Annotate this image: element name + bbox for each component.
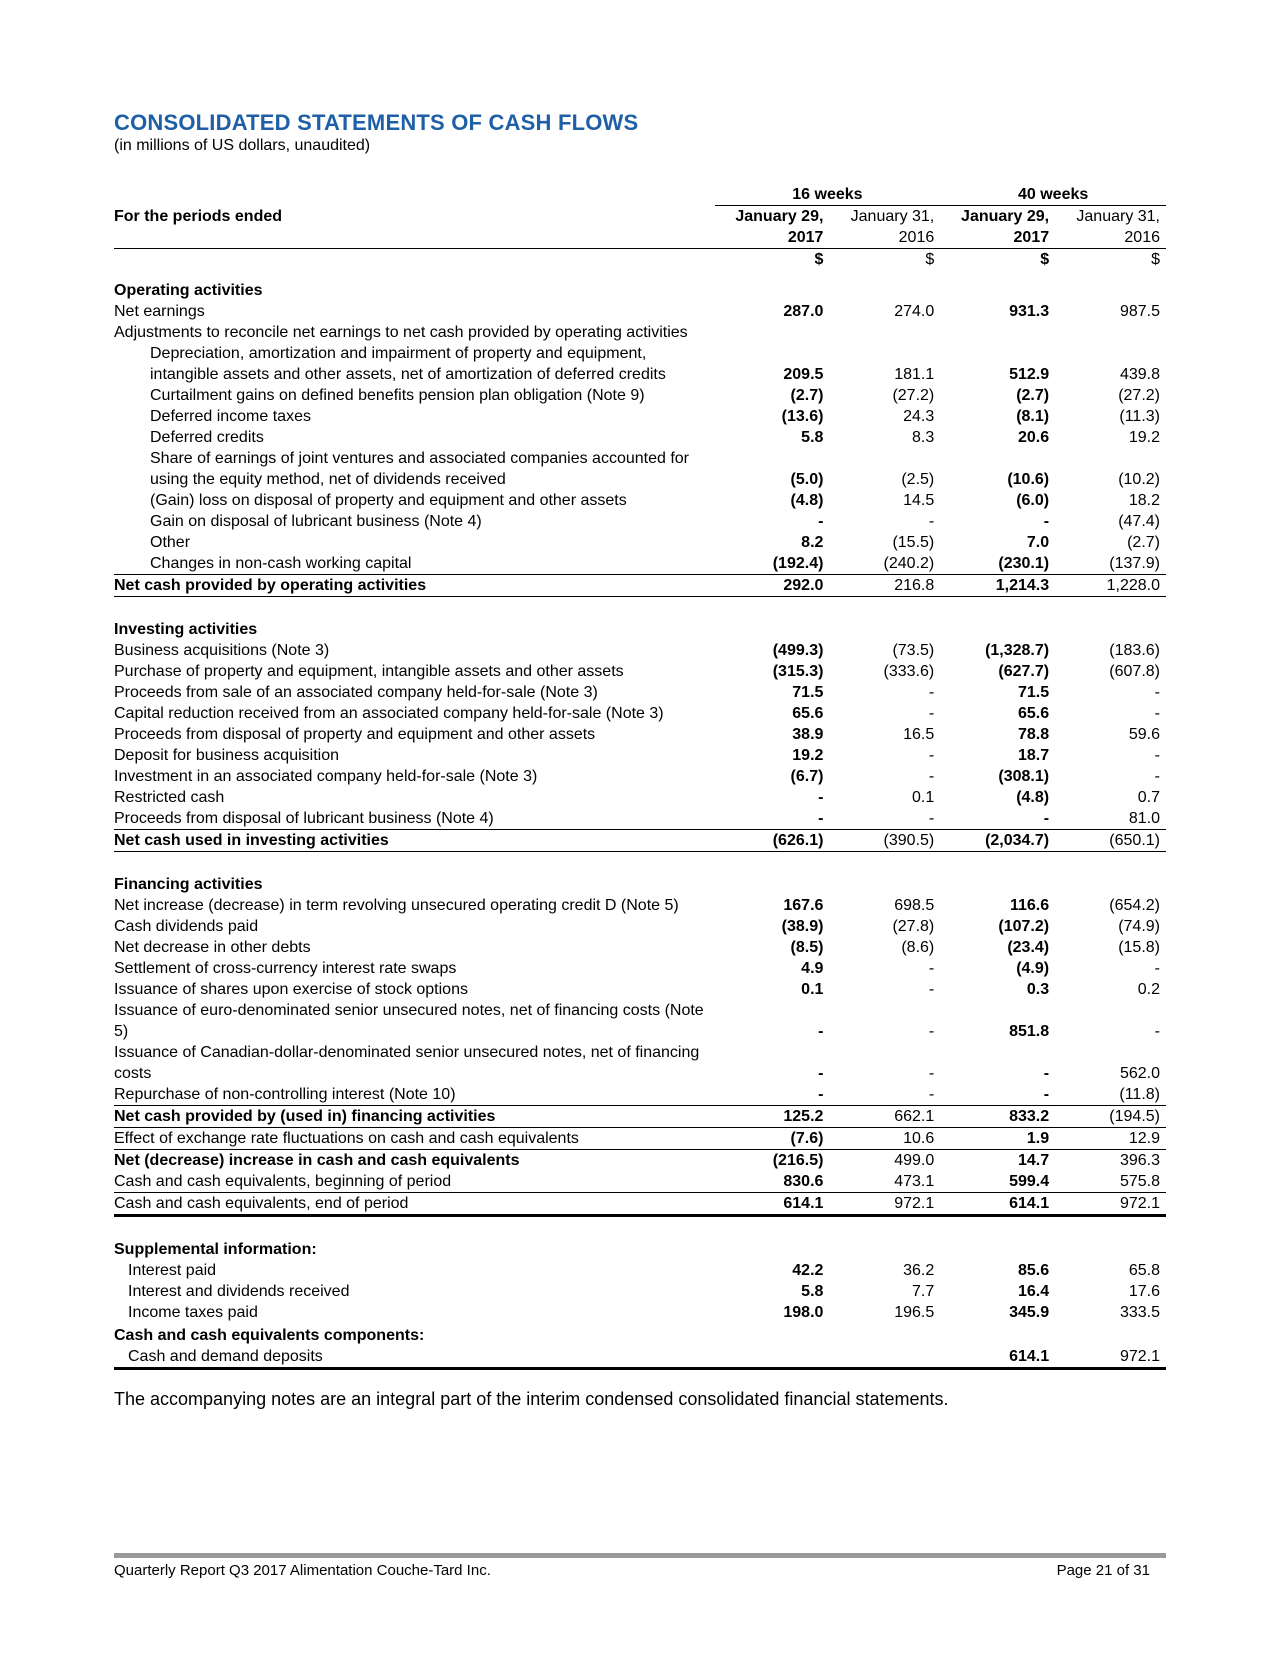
row-value: 71.5: [1017, 684, 1050, 701]
row-value: (390.5): [829, 830, 940, 852]
table-row: [114, 448, 1166, 490]
row-value: (4.9): [1016, 960, 1050, 977]
col-year-4: 2016: [1055, 227, 1166, 249]
row-label: Restricted cash: [114, 789, 225, 806]
row-value: (6.7): [790, 768, 824, 785]
row-value: (654.2): [1109, 897, 1160, 914]
row-value: (627.7): [998, 663, 1050, 680]
total-row: [114, 575, 1166, 597]
row-label: (Gain) loss on disposal of property and equipment and other assets: [150, 492, 627, 509]
period-year-header: [114, 227, 1166, 249]
cash-flow-table: [114, 184, 1166, 1370]
row-value: (27.2): [1118, 387, 1160, 404]
row-value: -: [928, 747, 935, 764]
row-value: (23.4): [1007, 939, 1050, 956]
row-value: -: [818, 789, 824, 806]
row-value: -: [928, 810, 935, 827]
table-row: [114, 1193, 1166, 1216]
row-value: 42.2: [792, 1262, 824, 1279]
row-value: 0.2: [1137, 981, 1160, 998]
row-value: 24.3: [903, 408, 935, 425]
row-value: 81.0: [1128, 810, 1160, 827]
row-value: 292.0: [715, 575, 830, 597]
row-label: Net cash used in investing activities: [114, 830, 715, 852]
row-value: (8.1): [1016, 408, 1050, 425]
row-value: (1,328.7): [985, 642, 1050, 659]
table-row: [114, 808, 1166, 830]
row-value: -: [928, 1023, 935, 1040]
currency-1: $: [814, 251, 824, 268]
row-value: 0.1: [912, 789, 935, 806]
row-label: Depreciation, amortization and impairment of property and equipment, intangible assets and other assets, net of amortization of deferred credits: [150, 345, 666, 383]
row-value: (38.9): [781, 918, 824, 935]
col-year-3: 2017: [940, 227, 1055, 249]
row-value: -: [818, 513, 824, 530]
row-value: (27.2): [892, 387, 935, 404]
col-header-4: January 31,: [1076, 208, 1160, 225]
row-value: 78.8: [1017, 726, 1050, 743]
row-value: (11.3): [1119, 408, 1160, 425]
row-value: 5.8: [801, 429, 824, 446]
row-value: 575.8: [1055, 1171, 1166, 1193]
table-row: [114, 916, 1166, 937]
row-value: 65.8: [1128, 1262, 1160, 1279]
row-value: 614.1: [940, 1346, 1055, 1369]
row-value: (6.0): [1016, 492, 1050, 509]
table-row: [114, 958, 1166, 979]
row-label: Net decrease in other debts: [114, 939, 311, 956]
row-value: 181.1: [894, 366, 935, 383]
total-row: [114, 830, 1166, 852]
row-value: 972.1: [1055, 1346, 1166, 1369]
table-row: [114, 703, 1166, 724]
row-value: 345.9: [1009, 1304, 1050, 1321]
row-label: Business acquisitions (Note 3): [114, 642, 330, 659]
row-value: 4.9: [801, 960, 824, 977]
row-label: Interest paid: [128, 1262, 217, 1279]
table-row: [114, 511, 1166, 532]
row-value: 396.3: [1119, 1152, 1160, 1169]
section-supplemental: [114, 1229, 1166, 1260]
row-value: 439.8: [1119, 366, 1160, 383]
table-row: [114, 1171, 1166, 1193]
row-value: (607.8): [1109, 663, 1160, 680]
row-value: -: [928, 684, 935, 701]
page-subtitle: (in millions of US dollars, unaudited): [114, 137, 371, 154]
row-value: 1,214.3: [940, 575, 1055, 597]
row-value: 512.9: [1009, 366, 1050, 383]
row-label: Changes in non-cash working capital: [114, 553, 715, 575]
table-row: [114, 979, 1166, 1000]
row-value: 8.3: [912, 429, 935, 446]
row-value: -: [1154, 960, 1160, 977]
row-value: 0.1: [801, 981, 824, 998]
table-row: [114, 1000, 1166, 1042]
row-value: 499.0: [894, 1152, 935, 1169]
row-value: -: [928, 705, 935, 722]
row-value: 662.1: [829, 1106, 940, 1128]
table-row: [114, 1281, 1166, 1302]
row-value: 10.6: [829, 1128, 940, 1150]
currency-4: $: [1151, 251, 1160, 268]
row-label: Cash and cash equivalents, end of period: [114, 1193, 715, 1216]
row-value: 36.2: [903, 1262, 935, 1279]
row-value: 830.6: [715, 1171, 830, 1193]
table-row: [114, 724, 1166, 745]
row-label: Repurchase of non-controlling interest (Note 10): [114, 1086, 456, 1103]
row-label: Curtailment gains on defined benefits pension plan obligation (Note 9): [150, 387, 645, 404]
row-label: Share of earnings of joint ventures and associated companies accounted for using the equity method, net of dividends received: [150, 450, 689, 488]
row-label: Proceeds from disposal of lubricant business (Note 4): [114, 810, 494, 827]
row-value: 125.2: [715, 1106, 830, 1128]
row-value: -: [1154, 705, 1160, 722]
row-value: (499.3): [772, 642, 824, 659]
table-row: [114, 1084, 1166, 1106]
row-value: -: [818, 1086, 824, 1103]
row-label: Proceeds from disposal of property and equipment and other assets: [114, 726, 596, 743]
row-value: (308.1): [998, 768, 1050, 785]
row-value: 19.2: [1128, 429, 1160, 446]
row-value: (333.6): [883, 663, 935, 680]
row-value: (47.4): [1118, 513, 1160, 530]
row-label: Other: [150, 534, 191, 551]
row-value: -: [818, 1065, 824, 1082]
row-value: (15.8): [1118, 939, 1160, 956]
row-value: 65.6: [792, 705, 824, 722]
row-value: (194.5): [1055, 1106, 1166, 1128]
row-value: -: [1154, 768, 1160, 785]
section-heading: Financing activities: [114, 876, 263, 893]
row-value: (2.5): [901, 471, 935, 488]
row-value: -: [1154, 684, 1160, 701]
row-label: Effect of exchange rate fluctuations on cash and cash equivalents: [114, 1128, 715, 1150]
row-value: (137.9): [1055, 553, 1166, 575]
table-row: [114, 490, 1166, 511]
table-row: [114, 787, 1166, 808]
table-row: [114, 427, 1166, 448]
table-row: [114, 895, 1166, 916]
row-value: 972.1: [829, 1193, 940, 1216]
table-row: [114, 385, 1166, 406]
row-value: 972.1: [1055, 1193, 1166, 1216]
row-value: -: [928, 513, 935, 530]
row-value: 0.7: [1137, 789, 1160, 806]
row-value: 851.8: [1009, 1023, 1050, 1040]
row-value: (10.6): [1007, 471, 1050, 488]
row-value: (230.1): [940, 553, 1055, 575]
table-row: [114, 406, 1166, 427]
row-label: Cash and demand deposits: [114, 1346, 715, 1369]
section-operating: [114, 270, 1166, 301]
row-value: (15.5): [892, 534, 935, 551]
row-label: Net cash provided by operating activities: [114, 575, 715, 597]
row-value: -: [928, 1086, 935, 1103]
row-value: -: [928, 960, 935, 977]
total-row: [114, 1106, 1166, 1128]
row-value: 16.5: [903, 726, 935, 743]
row-value: (73.5): [892, 642, 935, 659]
row-label: Deferred credits: [150, 429, 264, 446]
table-row: [114, 532, 1166, 553]
col-header-1: January 29,: [735, 208, 824, 225]
row-value: (107.2): [998, 918, 1050, 935]
row-value: (7.6): [715, 1128, 830, 1150]
table-row: [114, 1302, 1166, 1323]
row-value: 209.5: [783, 366, 824, 383]
col-year-1: 2017: [715, 227, 830, 249]
page-number: Page 21 of 31: [1056, 1562, 1150, 1579]
col-header-2: January 31,: [850, 208, 935, 225]
row-value: 65.6: [1017, 705, 1050, 722]
row-label: Purchase of property and equipment, intangible assets and other assets: [114, 663, 624, 680]
row-label: Issuance of Canadian-dollar-denominated senior unsecured notes, net of financing costs: [114, 1044, 700, 1082]
table-row: [114, 937, 1166, 958]
row-value: (11.8): [1119, 1086, 1160, 1103]
row-value: 17.6: [1128, 1283, 1160, 1300]
table-row: [114, 1346, 1166, 1369]
row-label: Proceeds from sale of an associated company held-for-sale (Note 3): [114, 684, 598, 701]
table-row: [114, 640, 1166, 661]
row-label: Net cash provided by (used in) financing activities: [114, 1106, 715, 1128]
period-date-header: [114, 206, 1166, 228]
row-value: -: [928, 768, 935, 785]
row-value: 614.1: [940, 1193, 1055, 1216]
row-value: 216.8: [829, 575, 940, 597]
row-value: (4.8): [790, 492, 824, 509]
row-value: 18.2: [1128, 492, 1160, 509]
row-value: (8.5): [790, 939, 824, 956]
row-value: 198.0: [783, 1304, 824, 1321]
row-value: (74.9): [1118, 918, 1160, 935]
row-value: 5.8: [801, 1283, 824, 1300]
row-value: (626.1): [715, 830, 830, 852]
row-value: (650.1): [1055, 830, 1166, 852]
row-value: 7.0: [1026, 534, 1050, 551]
row-value: -: [1043, 1086, 1050, 1103]
row-label: Deferred income taxes: [150, 408, 311, 425]
row-value: (315.3): [772, 663, 824, 680]
row-value: 1.9: [940, 1128, 1055, 1150]
row-label: Settlement of cross-currency interest rate swaps: [114, 960, 457, 977]
row-value: 599.4: [940, 1171, 1055, 1193]
row-label: Investment in an associated company held-for-sale (Note 3): [114, 768, 538, 785]
section-heading: Cash and cash equivalents components:: [114, 1327, 425, 1344]
table-row: [114, 1260, 1166, 1281]
row-value: 71.5: [792, 684, 824, 701]
section-heading: Operating activities: [114, 282, 263, 299]
group-40-weeks: 40 weeks: [940, 184, 1166, 206]
currency-2: $: [925, 251, 935, 268]
row-value: 85.6: [1017, 1262, 1050, 1279]
row-value: 562.0: [1119, 1065, 1160, 1082]
row-value: 18.7: [1017, 747, 1050, 764]
row-value: 274.0: [894, 303, 935, 320]
row-value: -: [928, 981, 935, 998]
row-label: Gain on disposal of lubricant business (Note 4): [150, 513, 482, 530]
row-value: 196.5: [894, 1304, 935, 1321]
currency-3: $: [1040, 251, 1050, 268]
table-row: [114, 1128, 1166, 1150]
footer-report-title: Quarterly Report Q3 2017 Alimentation Couche-Tard Inc.: [114, 1562, 491, 1579]
row-value: (183.6): [1109, 642, 1160, 659]
row-label: Adjustments to reconcile net earnings to net cash provided by operating activities: [114, 324, 688, 341]
total-row: [114, 1150, 1166, 1172]
row-value: -: [818, 1023, 824, 1040]
row-label: Income taxes paid: [128, 1304, 258, 1321]
table-row: [114, 745, 1166, 766]
row-value: (2.7): [1016, 387, 1050, 404]
row-label: Issuance of shares upon exercise of stock options: [114, 981, 468, 998]
periods-label: For the periods ended: [114, 208, 283, 225]
row-value: (216.5): [772, 1152, 824, 1169]
col-year-2: 2016: [829, 227, 940, 249]
row-value: -: [1154, 1023, 1160, 1040]
row-value: (2,034.7): [940, 830, 1055, 852]
row-value: (13.6): [781, 408, 824, 425]
row-value: (192.4): [715, 553, 830, 575]
section-financing: [114, 864, 1166, 895]
row-value: (27.8): [892, 918, 935, 935]
table-row: [114, 682, 1166, 703]
row-value: 16.4: [1017, 1283, 1050, 1300]
table-row: [114, 1042, 1166, 1084]
row-value: [715, 1346, 830, 1369]
row-label: Net earnings: [114, 303, 205, 320]
statement-page: [114, 110, 1166, 1410]
row-value: 931.3: [1009, 303, 1050, 320]
row-value: 287.0: [783, 303, 824, 320]
row-value: 59.6: [1128, 726, 1160, 743]
row-value: 167.6: [783, 897, 824, 914]
section-heading: Investing activities: [114, 621, 258, 638]
section-investing: [114, 609, 1166, 640]
row-value: 14.7: [1017, 1152, 1050, 1169]
row-value: 7.7: [912, 1283, 935, 1300]
components-heading-row: [114, 1323, 1166, 1346]
table-row: [114, 766, 1166, 787]
row-value: [829, 1346, 940, 1369]
row-value: 14.5: [903, 492, 935, 509]
row-value: 12.9: [1055, 1128, 1166, 1150]
table-row: [114, 661, 1166, 682]
row-label: Net (decrease) increase in cash and cash equivalents: [114, 1152, 520, 1169]
row-value: -: [1043, 513, 1050, 530]
row-value: 8.2: [801, 534, 824, 551]
row-value: 19.2: [792, 747, 824, 764]
row-label: Cash and cash equivalents, beginning of period: [114, 1171, 715, 1193]
row-value: 0.3: [1026, 981, 1050, 998]
row-value: (5.0): [790, 471, 824, 488]
row-value: (10.2): [1118, 471, 1160, 488]
table-row: [114, 553, 1166, 575]
group-16-weeks: 16 weeks: [715, 184, 941, 206]
row-value: (2.7): [790, 387, 824, 404]
row-value: (4.8): [1016, 789, 1050, 806]
table-row: [114, 343, 1166, 385]
row-value: 38.9: [792, 726, 824, 743]
row-value: -: [1043, 810, 1050, 827]
footer-divider: [114, 1553, 1166, 1558]
table-row: [114, 301, 1166, 322]
row-value: 698.5: [894, 897, 935, 914]
row-value: 333.5: [1119, 1304, 1160, 1321]
period-group-header: [114, 184, 1166, 206]
row-value: 20.6: [1017, 429, 1050, 446]
section-heading: Supplemental information:: [114, 1241, 317, 1258]
row-value: 473.1: [829, 1171, 940, 1193]
row-value: (8.6): [901, 939, 935, 956]
row-label: Net increase (decrease) in term revolving unsecured operating credit D (Note 5): [114, 897, 679, 914]
page-title: CONSOLIDATED STATEMENTS OF CASH FLOWS: [114, 110, 639, 135]
currency-row: [114, 249, 1166, 271]
row-value: 833.2: [940, 1106, 1055, 1128]
table-row: [114, 322, 1166, 343]
row-value: -: [928, 1065, 935, 1082]
row-label: Cash dividends paid: [114, 918, 259, 935]
row-label: Capital reduction received from an associated company held-for-sale (Note 3): [114, 705, 664, 722]
row-value: 987.5: [1119, 303, 1160, 320]
row-value: 614.1: [715, 1193, 830, 1216]
row-value: (240.2): [829, 553, 940, 575]
row-label: Interest and dividends received: [128, 1283, 350, 1300]
row-label: Issuance of euro-denominated senior unsecured notes, net of financing costs (Note 5): [114, 1002, 704, 1040]
row-label: Deposit for business acquisition: [114, 747, 340, 764]
row-value: -: [1043, 1065, 1050, 1082]
page-footer: [114, 1562, 1150, 1579]
row-value: -: [818, 810, 824, 827]
row-value: (2.7): [1127, 534, 1160, 551]
row-value: 116.6: [1009, 897, 1050, 914]
col-header-3: January 29,: [961, 208, 1050, 225]
row-value: 1,228.0: [1055, 575, 1166, 597]
statement-note: The accompanying notes are an integral part of the interim condensed consolidated financial statements.: [114, 1389, 949, 1409]
row-value: -: [1154, 747, 1160, 764]
